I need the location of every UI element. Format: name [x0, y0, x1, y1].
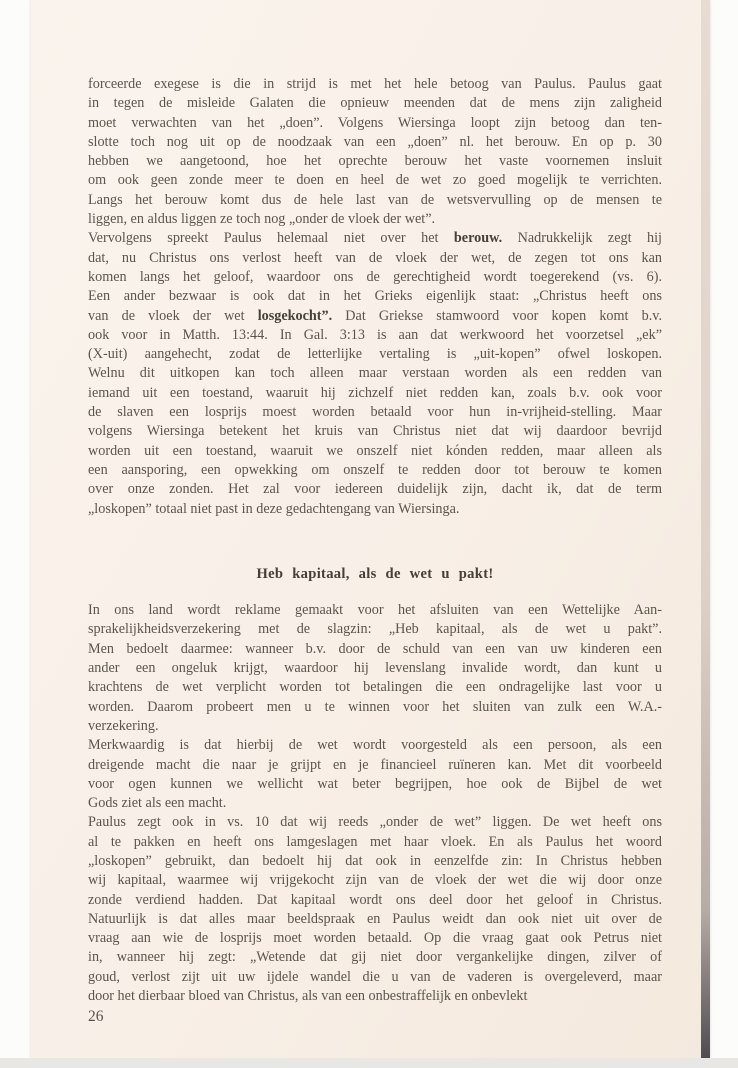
- text-line: zonde verdiend hadden. Dat kapitaal wordt ons deel door het geloof in Christus.: [88, 891, 662, 908]
- text-line: Welnu dit uitkopen kan toch alleen maar verstaan worden als een redden van: [88, 365, 662, 382]
- text-line: Paulus zegt ook in vs. 10 dat wij reeds „onder de wet” liggen. De wet heeft ons: [88, 814, 662, 831]
- text-line: over onze zonden. Het zal voor iedereen duidelijk zijn, dacht ik, dat de term: [88, 481, 662, 498]
- text-line: In ons land wordt reklame gemaakt voor het afsluiten van een Wettelijke Aan-: [88, 602, 662, 619]
- text-line: Men bedoelt daarmee: wanneer b.v. door de schuld van een van uw kinderen een: [88, 640, 662, 657]
- text-line: moet verwachten van het „doen”. Volgens Wiersinga loopt zijn betoog dan ten-: [88, 114, 662, 131]
- text-line: slotte toch nog uit op de noodzaak van een „doen” nl. het berouw. En op p. 30: [88, 133, 662, 150]
- text-line: Een ander bezwaar is ook dat in het Grieks eigenlijk staat: „Christus heeft ons: [88, 288, 662, 305]
- text-line: sprakelijkheidsverzekering met de slagzin: „Heb kapitaal, als de wet u pakt”.: [88, 621, 662, 638]
- text-line: in tegen de misleide Galaten die opnieuw meenden dat de mens zijn zaligheid: [88, 95, 662, 112]
- text-line: „loskopen” gebruikt, dan bedoelt hij dat ook in eenzelfde zin: In Christus hebben: [88, 852, 662, 869]
- text-line: (X-uit) aangehecht, zodat de letterlijke vertaling is „uit-kopen” ofwel loskopen.: [88, 346, 662, 363]
- text-line: krachtens de wet verplicht worden tot betalingen die een ondragelijke last voor u: [88, 679, 662, 696]
- paragraph: [88, 736, 662, 813]
- paragraph: [88, 813, 662, 1006]
- scan-background-strip: [0, 1058, 738, 1068]
- text-line: „loskopen” totaal niet past in deze gedachtengang van Wiersinga.: [88, 500, 460, 517]
- section-heading: Heb kapitaal, als de wet u pakt!: [256, 565, 494, 582]
- text-line: ook voor in Matth. 13:44. In Gal. 3:13 is aan dat werkwoord het voorzetsel „ek”: [88, 326, 662, 343]
- text-line: ander een ongeluk krijgt, waardoor hij levenslang invalide wordt, dan kunt u: [88, 660, 662, 677]
- text-line: een aansporing, een opwekking om onszelf te redden door tot berouw te komen: [88, 461, 662, 478]
- page-number: 26: [88, 1008, 104, 1025]
- text-line: om ook geen zonde meer te doen en heel de wet zo goed mogelijk te verrichten.: [88, 172, 662, 189]
- text-line: dreigende macht die naar je grijpt en je financieel ruïneren kan. Met dit voorbeeld: [88, 756, 662, 773]
- text-line: hebben we aangetoond, hoe het oprechte berouw het vaste voornemen insluit: [88, 153, 662, 170]
- text-line: worden. Daarom probeert men u te winnen voor het sluiten van zulk een W.A.-: [88, 698, 662, 715]
- text-line: verzekering.: [88, 717, 159, 734]
- paper: [31, 0, 710, 1058]
- text-line: liggen, en aldus liggen ze toch nog „onder de vloek der wet”.: [88, 211, 436, 228]
- text-line: komen langs het geloof, waardoor ons de gerechtigheid wordt toegerekend (vs. 6).: [88, 268, 662, 285]
- paragraph: [88, 601, 662, 736]
- text-line: in, wanneer hij zegt: „Wetende dat gij niet door vergankelijke dingen, zilver of: [88, 949, 662, 966]
- text-line: vraag aan wie de losprijs moet worden betaald. Op die vraag gaat ook Petrus niet: [88, 930, 662, 947]
- text-line: Merkwaardig is dat hierbij de wet wordt voorgesteld als een persoon, als een: [88, 737, 662, 754]
- text-line: Natuurlijk is dat alles maar beeldspraak en Paulus weidt dan ook niet uit over de: [88, 910, 662, 927]
- paragraph: [88, 229, 662, 518]
- text-line: Langs het berouw komt dus de hele last van de wetsvervulling op de mensen te: [88, 191, 662, 208]
- text-line: goud, verlost zijt uit uw ijdele wandel die u van de vaderen is overgeleverd, maar: [88, 968, 662, 985]
- text-line: al te pakken en heeft ons lamgeslagen met haar vloek. En als Paulus het woord: [88, 833, 662, 850]
- text-line: dat, nu Christus ons verlost heeft van de vloek der wet, de zegen tot ons kan: [88, 249, 662, 266]
- text-line: Gods ziet als een macht.: [88, 795, 227, 812]
- text-line: volgens Wiersinga betekent het kruis van Christus niet dat wij daardoor bevrijd: [88, 423, 662, 440]
- paragraph: [88, 75, 662, 229]
- text-line: voor ogen kunnen we wellicht wat beter begrijpen, hoe ook de Bijbel de wet: [88, 775, 662, 792]
- text-line: iemand uit een toestand, waaruit hij zichzelf niet redden kan, zoals b.v. ook voor: [88, 384, 662, 401]
- text-line: Vervolgens spreekt Paulus helemaal niet over het berouw. Nadrukkelijk zegt hij: [88, 230, 662, 247]
- text-line: door het dierbaar bloed van Christus, als van een onbestraffelijk en onbevlekt: [88, 988, 528, 1005]
- text-line: de slaven een losprijs moest worden betaald voor hun in-vrijheid-stelling. Maar: [88, 404, 662, 421]
- page-edge-shadow: [701, 0, 710, 1058]
- text-line: worden uit een toestand, waaruit we onszelf niet kónden redden, maar alleen als: [88, 442, 662, 459]
- text-line: wij kapitaal, waarmee wij vrijgekocht zijn van de vloek der wet die wij door onze: [88, 872, 662, 889]
- text-block: [88, 75, 662, 1006]
- text-line: forceerde exegese is die in strijd is met het hele betoog van Paulus. Paulus gaat: [88, 76, 662, 92]
- text-line: van de vloek der wet losgekocht”. Dat Griekse stamwoord voor kopen komt b.v.: [88, 307, 662, 324]
